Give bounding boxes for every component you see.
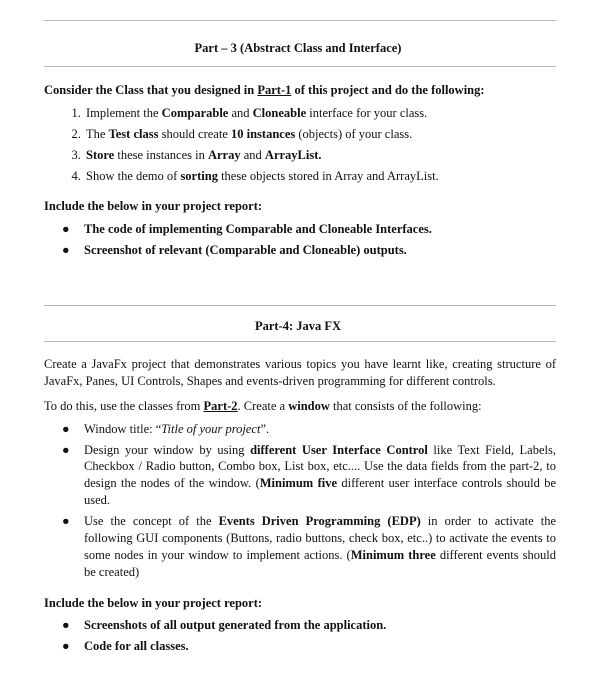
part3-title-rule xyxy=(44,66,556,67)
part4-title-rule xyxy=(44,341,556,342)
part1-link[interactable]: Part-1 xyxy=(257,83,292,97)
part3-title: Part – 3 (Abstract Class and Interface) xyxy=(194,41,402,55)
bullet-icon: ● xyxy=(62,639,70,654)
part4-report-list xyxy=(44,617,556,655)
bullet-icon: ● xyxy=(62,222,70,237)
intro-text: Consider the Class that you designed in xyxy=(44,83,258,97)
part3-intro xyxy=(44,82,556,99)
intro-text-end: of this project and do the following: xyxy=(291,83,485,97)
part3-task-list xyxy=(44,105,556,185)
part4-title: Part-4: Java FX xyxy=(254,319,342,333)
list-item: 3. Store these instances in Array and ArrayList. xyxy=(84,147,556,164)
list-item: 1. Implement the Comparable and Cloneable interface for your class. xyxy=(84,105,556,122)
list-item: ● Design your window by using different User Interface Control like Text Field, Labels, Checkbox / Radio button, Combo box, List box, etc.... Use the data fields from the part-2, to design the nodes of the window. (Minimum five different user interface controls should be used. xyxy=(62,442,556,508)
part4-report-title: Include the below in your project report: xyxy=(44,595,263,610)
part3-report-title: Include the below in your project report: xyxy=(44,199,263,214)
bullet-icon: ● xyxy=(62,514,70,528)
top-rule xyxy=(44,20,556,21)
part3-report-list xyxy=(44,221,556,259)
list-item: ● Window title: “Title of your project”. xyxy=(62,421,270,436)
list-item: ● Use the concept of the Events Driven Programming (EDP) in order to activate the following GUI components (Buttons, radio buttons, check box, etc..) to activate the events to some nodes in your window to implement actions. (Minimum three different events should be created) xyxy=(62,514,557,579)
bullet-icon: ● xyxy=(62,243,70,258)
part4-para2: To do this, use the classes from Part-2. Create a window that consists of the following: xyxy=(44,398,482,413)
part4-body xyxy=(44,356,556,659)
part4-requirements-list xyxy=(44,421,556,581)
list-item: ● Screenshots of all output generated from the application. xyxy=(62,618,387,633)
bullet-icon: ● xyxy=(62,421,70,436)
part4-top-rule xyxy=(44,305,556,306)
part4-para1: Create a JavaFx project that demonstrates various topics you have learnt like, creating structure of JavaFx, Panes, UI Controls, Shapes and events-driven programming for different controls. xyxy=(44,357,556,388)
list-item: ● Code for all classes. xyxy=(62,639,189,654)
part3-body xyxy=(44,82,556,263)
list-item: 2. The Test class should create 10 instances (objects) of your class. xyxy=(84,126,556,143)
list-item: 4. Show the demo of sorting these objects stored in Array and ArrayList. xyxy=(84,168,556,185)
bullet-icon: ● xyxy=(62,442,70,457)
part2-link[interactable]: Part-2 xyxy=(203,398,238,413)
list-item: ● Screenshot of relevant (Comparable and Cloneable) outputs. xyxy=(62,243,407,258)
list-item: ● The code of implementing Comparable and Cloneable Interfaces. xyxy=(62,222,432,237)
bullet-icon: ● xyxy=(62,618,70,633)
